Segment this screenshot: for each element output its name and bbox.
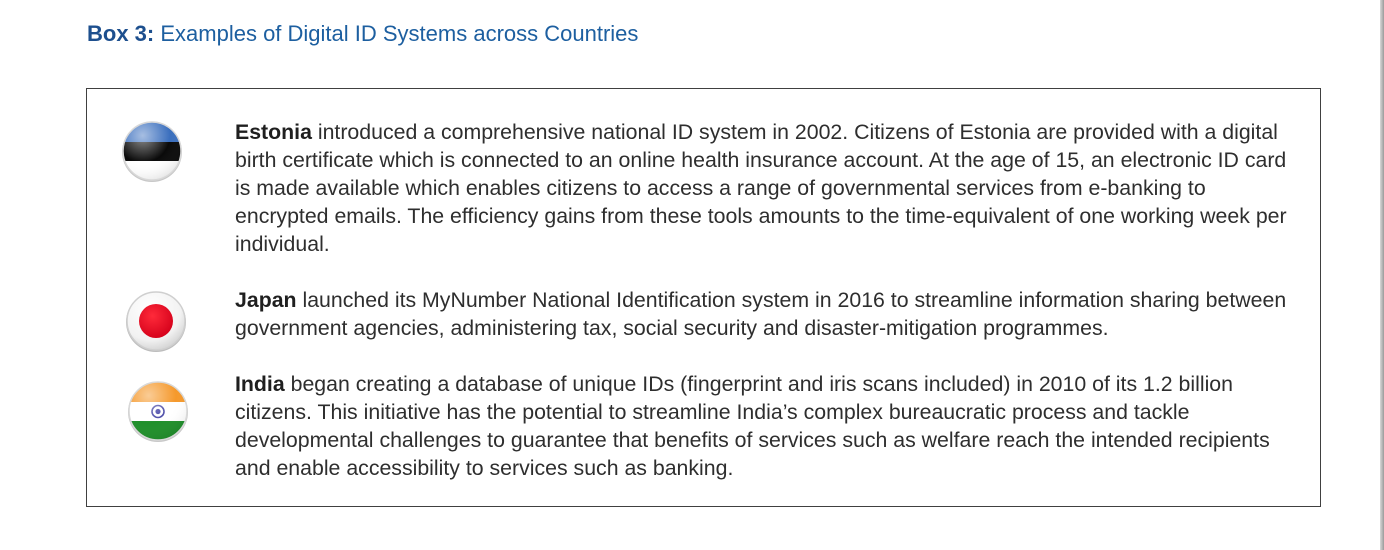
- box-title-text: Examples of Digital ID Systems across Countries: [154, 21, 639, 46]
- japan-flag-icon: [125, 290, 187, 352]
- estonia-description: introduced a comprehensive national ID system in 2002. Citizens of Estonia are provided with a digital birth certificate which is connected to an online health insurance account. At the age of 15, an electronic ID card is made available which enables citizens to access a range of governmental services from e-banking to encrypted emails. The efficiency gains from these tools amounts to the time-equivalent of one working week per individual.: [235, 120, 1287, 256]
- estonia-country-name: Estonia: [235, 120, 312, 144]
- japan-entry: [235, 286, 1295, 342]
- japan-description: launched its MyNumber National Identification system in 2016 to streamline information sharing between government agencies, administering tax, social security and disaster-mitigation programmes.: [235, 288, 1287, 340]
- estonia-entry: [235, 118, 1295, 258]
- india-entry: [235, 370, 1295, 482]
- japan-country-name: Japan: [235, 288, 297, 312]
- estonia-flag-icon: [121, 120, 183, 182]
- page-edge: [1380, 0, 1384, 550]
- examples-panel: [86, 88, 1321, 507]
- india-description: began creating a database of unique IDs (fingerprint and iris scans included) in 2010 of its 1.2 billion citizens. This initiative has the potential to streamline India’s complex bureaucratic process and tackle developmental challenges to guarantee that benefits of services such as welfare reach the intended recipients and enable accessibility to services such as banking.: [235, 372, 1270, 480]
- box-label: Box 3:: [87, 21, 155, 46]
- box-heading: [87, 20, 638, 48]
- india-country-name: India: [235, 372, 285, 396]
- india-flag-icon: [127, 380, 189, 442]
